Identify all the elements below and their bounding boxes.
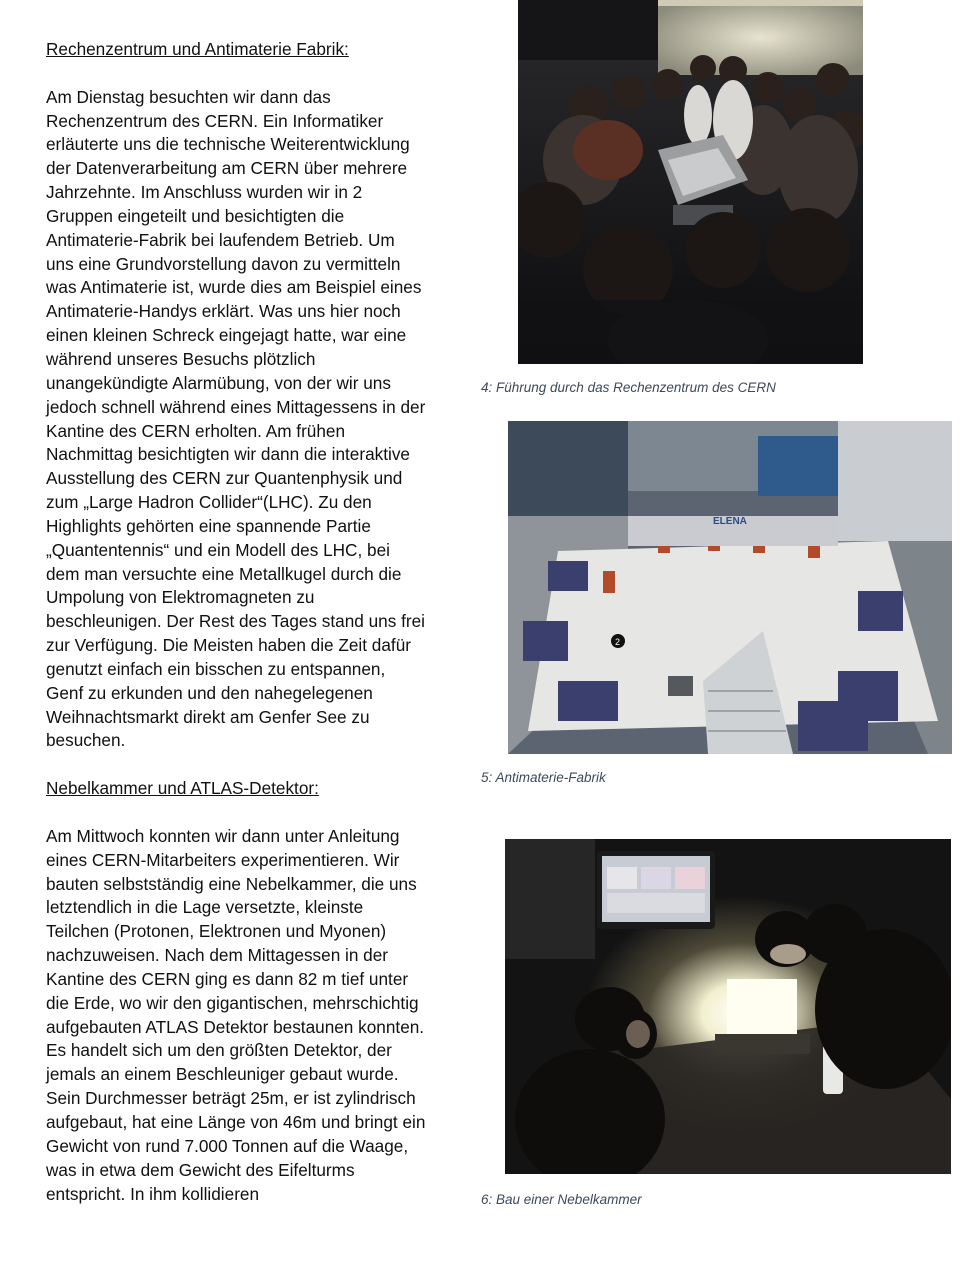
- photo-antimatter-factory: [508, 421, 952, 754]
- photo-datacenter-tour: [518, 0, 863, 364]
- section-body-datacenter: Am Dienstag besuchten wir dann das Rechenzentrum des CERN. Ein Informatiker erläuterte uns die technische Weiterentwicklung der Datenverarbeitung am CERN über mehrere Jahrzehnte. Im Anschluss wurden wir in 2 Gruppen eingeteilt und besichtigten die Antimaterie-Fabrik bei laufendem Betrieb. Um uns eine Grundvorstellung davon zu vermitteln was Antimaterie ist, wurde dies am Beispiel eines Antimaterie-Handys erklärt. Was uns hier noch einen kleinen Schreck eingejagt hatte, war eine während unseres Besuchs plötzlich unangekündigte Alarmübung, von der wir uns jedoch schnell während eines Mittagessens in der Kantine des CERN erholten. Am frühen Nachmittag besichtigten wir dann die interaktive Ausstellung des CERN zur Quantenphysik und zum „Large Hadron Collider“(LHC). Zu den Highlights gehörten eine spannende Partie „Quantentennis“ und ein Modell des LHC, bei dem man versuchte eine Metallkugel durch die Umpolung von Elektromagneten zu beschleunigen. Der Rest des Tages stand uns frei zur Verfügung. Die Meisten haben die Zeit dafür genutzt einfach ein bisschen zu entspannen, Genf zu erkunden und den nahegelegenen Weihnachtsmarkt direkt am Genfer See zu besuchen.: [46, 86, 426, 751]
- photo-cloud-chamber-image: [505, 839, 951, 1174]
- paragraph-spacer: [46, 753, 426, 777]
- figure-caption-4: 4: Führung durch das Rechenzentrum des CERN: [481, 380, 776, 395]
- elena-logo-text: ELENA: [713, 516, 747, 527]
- photo-cloud-chamber: [505, 839, 951, 1174]
- section-body-atlas: Am Mittwoch konnten wir dann unter Anleitung eines CERN-Mitarbeiters experimentieren. Wir bauten selbstständig eine Nebelkammer, die uns letztendlich in die Lage versetzte, kleinste Teilchen (Protonen, Elektronen und Myonen) nachzuweisen. Nach dem Mittagessen in der Kantine des CERN ging es dann 82 m tief unter die Erde, wo wir den gigantischen, mehrschichtig aufgebauten ATLAS Detektor bestaunen konnten. Es handelt sich um den größten Detektor, der jemals an einem Beschleuniger gebaut wurde. Sein Durchmesser beträgt 25m, er ist zylindrisch aufgebaut, hat eine Länge von 46m und bringt ein Gewicht von rund 7.000 Tonnen auf die Waage, was in etwa dem Gewicht des Eifelturms entspricht. In ihm kollidieren: [46, 825, 426, 1204]
- article-text-column: [46, 38, 426, 1206]
- figure-caption-5: 5: Antimaterie-Fabrik: [481, 770, 606, 785]
- photo-datacenter-tour-image: [518, 0, 863, 364]
- paragraph-spacer: [46, 62, 426, 86]
- photo-antimatter-factory-image: [508, 421, 952, 754]
- paragraph-spacer: [46, 801, 426, 825]
- section-heading-datacenter: Rechenzentrum und Antimaterie Fabrik:: [46, 39, 349, 59]
- figure-caption-6: 6: Bau einer Nebelkammer: [481, 1192, 642, 1207]
- section-heading-atlas: Nebelkammer und ATLAS-Detektor:: [46, 778, 319, 799]
- floor-marker-text: 2: [615, 637, 621, 647]
